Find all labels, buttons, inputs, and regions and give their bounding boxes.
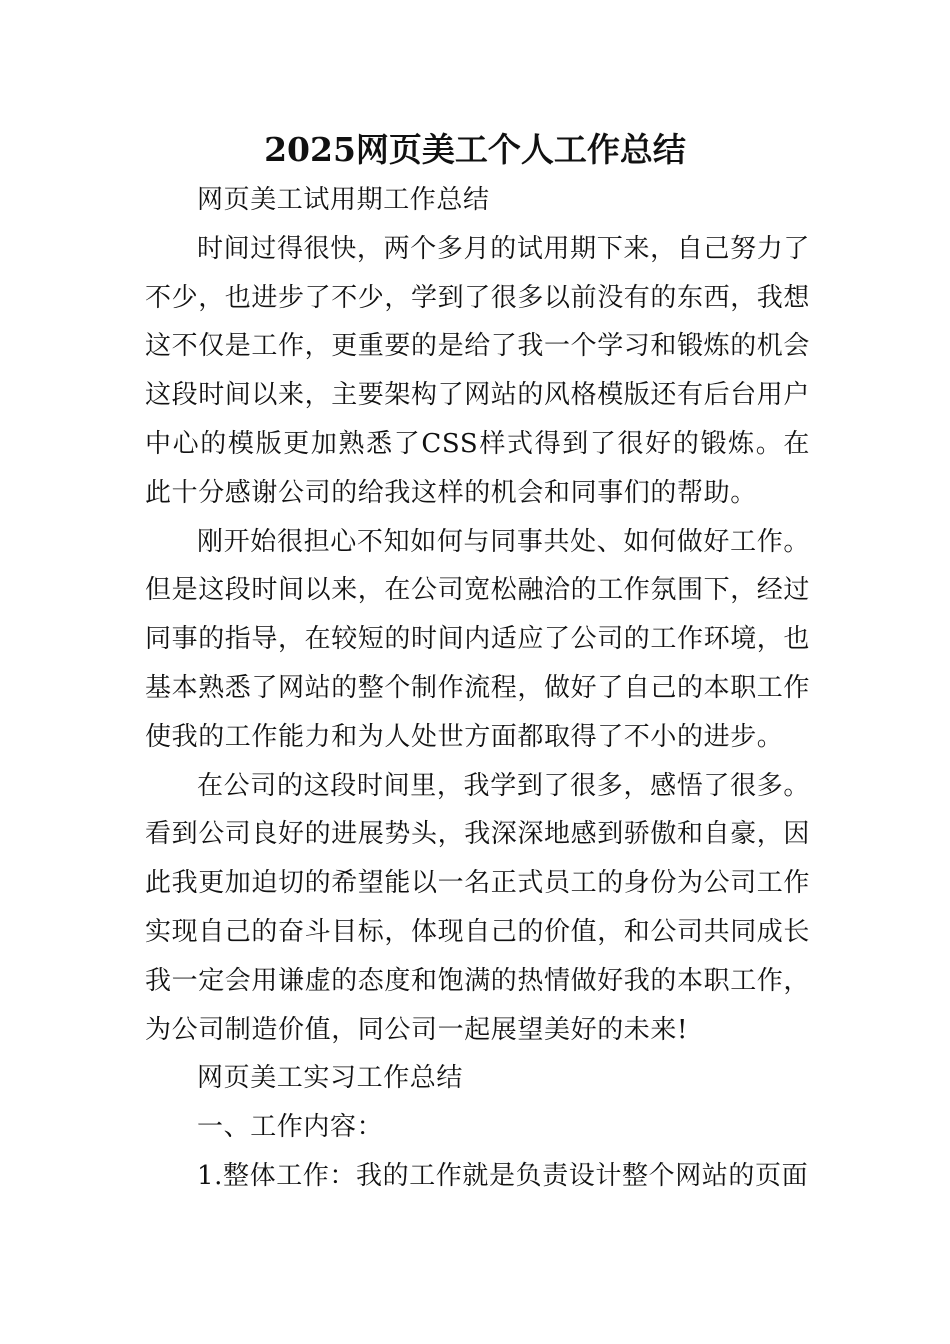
paragraph: 刚开始很担心不知如何与同事共处、如何做好工作。但是这段时间以来，在公司宽松融洽的工作氛围下，经过同事的指导，在较短的时间内适应了公司的工作环境，也基本熟悉了网站的整个制作流程，做好了自己的本职工作使我的工作能力和为人处世方面都取得了不小的进步。 xyxy=(145,526,811,752)
document-body xyxy=(145,176,810,1201)
list-item: 1.整体工作：我的工作就是负责设计整个网站的页面 xyxy=(197,1160,809,1191)
document-title: 2025网页美工个人工作总结 xyxy=(264,130,686,169)
paragraph: 在公司的这段时间里，我学到了很多，感悟了很多。看到公司良好的进展势头，我深深地感到骄傲和自豪，因此我更加迫切的希望能以一名正式员工的身份为公司工作实现自己的奋斗目标，体现自己的价值，和公司共同成长我一定会用谦虚的态度和饱满的热情做好我的本职工作，为公司制造价值，同公司一起展望美好的未来! xyxy=(145,770,811,1045)
section-heading-internship: 网页美工实习工作总结 xyxy=(197,1063,464,1094)
subsection-heading: 一、工作内容： xyxy=(197,1112,384,1143)
paragraph: 时间过得很快，两个多月的试用期下来，自己努力了不少，也进步了不少，学到了很多以前没有的东西，我想这不仅是工作，更重要的是给了我一个学习和锻炼的机会这段时间以来，主要架构了网站的风格模版还有后台用户中心的模版更加熟悉了CSS样式得到了很好的锻炼。在此十分感谢公司的给我这样的机会和同事们的帮助。 xyxy=(145,233,811,508)
section-heading-probation: 网页美工试用期工作总结 xyxy=(197,185,490,215)
